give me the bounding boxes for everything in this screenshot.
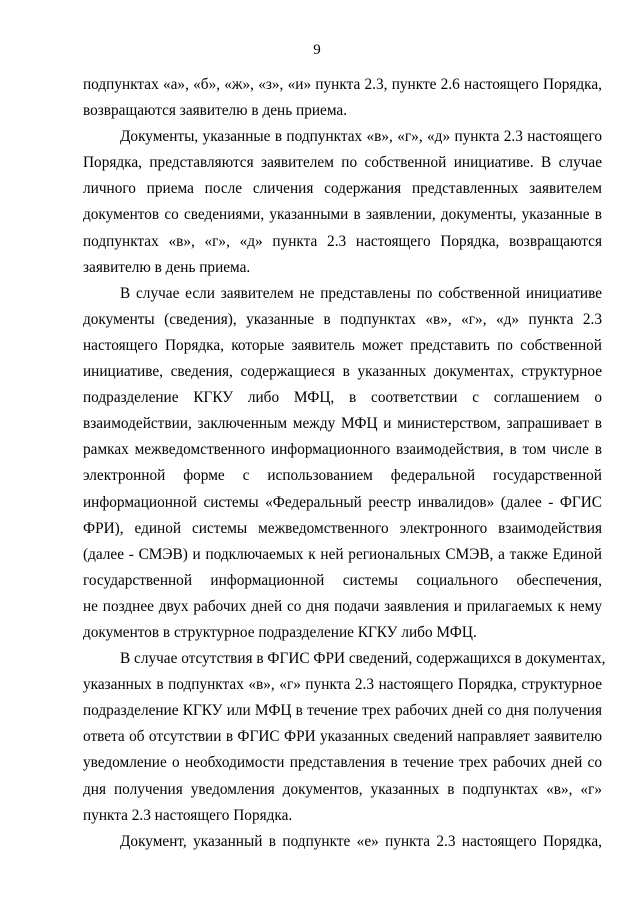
text-line: заявителю в день приема.: [83, 258, 251, 276]
text-line: не позднее двух рабочих дней со дня подачи заявления и прилагаемых к нему: [83, 597, 602, 615]
text-line: пункта 2.3 настоящего Порядка.: [83, 806, 293, 824]
page-number: 9: [313, 42, 321, 58]
text-line: указанных в подпунктах «в», «г» пункта 2.3 настоящего Порядка, структурное: [83, 676, 602, 694]
paragraph: [83, 281, 602, 646]
paragraph: [83, 124, 602, 281]
text-line: Документы, указанные в подпунктах «в», «г», «д» пункта 2.3 настоящего: [120, 128, 602, 146]
paragraph: [83, 646, 606, 829]
text-line: взаимодействии, заключенным между МФЦ и министерством, запрашивает в: [83, 415, 602, 433]
text-line: подразделение КГКУ или МФЦ в течение трех рабочих дней со дня получения: [83, 702, 602, 720]
text-line: государственной информационной системы социального обеспечения,: [83, 571, 602, 589]
text-line: ФРИ), единой системы межведомственного электронного взаимодействия: [83, 519, 602, 537]
text-line: подпунктах «в», «г», «д» пункта 2.3 настоящего Порядка, возвращаются: [83, 232, 602, 250]
paragraph: [83, 72, 602, 124]
text-line: личного приема после сличения содержания представленных заявителем: [83, 180, 602, 198]
text-line: документов со сведениями, указанными в заявлении, документы, указанные в: [83, 206, 602, 224]
text-line: документов в структурное подразделение КГКУ либо МФЦ.: [83, 623, 477, 641]
text-line: рамках межведомственного информационного взаимодействия, в том числе в: [83, 441, 602, 459]
text-line: электронной форме с использованием федеральной государственной: [83, 467, 602, 485]
text-line: документы (сведения), указанные в подпунктах «в», «г», «д» пункта 2.3: [83, 310, 602, 328]
text-line: (далее - СМЭВ) и подключаемых к ней региональных СМЭВ, а также Единой: [83, 545, 602, 563]
text-line: В случае если заявителем не представлены по собственной инициативе: [120, 284, 602, 302]
text-line: Порядка, представляются заявителем по собственной инициативе. В случае: [83, 154, 602, 172]
text-line: Документ, указанный в подпункте «е» пункта 2.3 настоящего Порядка,: [120, 832, 602, 850]
text-line: подпунктах «а», «б», «ж», «з», «и» пункта 2.3, пункте 2.6 настоящего Порядка,: [83, 76, 602, 93]
text-line: ответа об отсутствии в ФГИС ФРИ указанных сведений направляет заявителю: [83, 728, 602, 746]
text-line: уведомление о необходимости представления в течение трех рабочих дней со: [83, 754, 602, 772]
text-line: подразделение КГКУ либо МФЦ, в соответствии с соглашением о: [83, 389, 602, 407]
text-line: настоящего Порядка, которые заявитель может представить по собственной: [83, 336, 602, 354]
document-body: [83, 72, 606, 855]
text-line: инициативе, сведения, содержащиеся в указанных документах, структурное: [83, 363, 602, 381]
text-line: возвращаются заявителю в день приема.: [83, 102, 348, 120]
text-line: информационной системы «Федеральный реестр инвалидов» (далее - ФГИС: [83, 493, 602, 511]
text-line: В случае отсутствия в ФГИС ФРИ сведений, содержащихся в документах,: [120, 650, 606, 668]
paragraph: [83, 829, 602, 855]
text-line: дня получения уведомления документов, указанных в подпунктах «в», «г»: [83, 780, 602, 798]
